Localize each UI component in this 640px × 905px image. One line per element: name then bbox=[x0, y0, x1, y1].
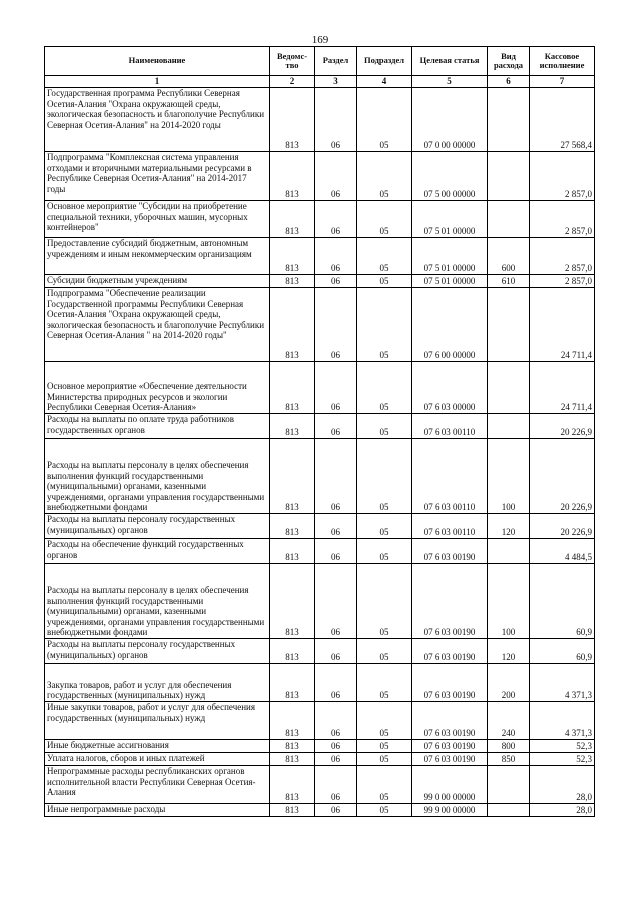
row-name: Субсидии бюджетным учреждениям bbox=[45, 275, 270, 288]
row-department: 813 bbox=[270, 152, 315, 201]
row-subsection: 05 bbox=[357, 362, 412, 414]
row-subsection: 05 bbox=[357, 88, 412, 152]
row-name: Предоставление субсидий бюджетным, автономным учреждениям и иным некоммерческим организациям bbox=[45, 238, 270, 275]
table-row bbox=[45, 201, 595, 238]
row-amount: 20 226,9 bbox=[530, 414, 595, 439]
row-name: Расходы на выплаты персоналу в целях обеспечения выполнения функций государственными (муниципальными) органами, казенными учреждениями, органами управления государственными внебюджетными фондами bbox=[45, 564, 270, 639]
row-name: Расходы на выплаты персоналу государственных (муниципальных) органов bbox=[45, 639, 270, 664]
row-section: 06 bbox=[315, 804, 357, 817]
row-department: 813 bbox=[270, 439, 315, 514]
column-number-row bbox=[45, 76, 595, 88]
row-expense-type: 120 bbox=[488, 639, 530, 664]
row-target-item: 07 6 03 00190 bbox=[412, 564, 488, 639]
row-name: Расходы на выплаты по оплате труда работников государственных органов bbox=[45, 414, 270, 439]
row-name: Расходы на обеспечение функций государственных органов bbox=[45, 539, 270, 564]
table-row bbox=[45, 288, 595, 362]
header-department: Ведомс-тво bbox=[270, 47, 315, 76]
row-subsection: 05 bbox=[357, 201, 412, 238]
row-target-item: 07 6 03 00110 bbox=[412, 414, 488, 439]
row-section: 06 bbox=[315, 288, 357, 362]
row-target-item: 07 6 00 00000 bbox=[412, 288, 488, 362]
header-name: Наименование bbox=[45, 47, 270, 76]
row-name: Иные бюджетные ассигнования bbox=[45, 740, 270, 753]
row-subsection: 05 bbox=[357, 539, 412, 564]
table-body bbox=[45, 88, 595, 817]
row-amount: 28,0 bbox=[530, 804, 595, 817]
header-row bbox=[45, 47, 595, 76]
row-expense-type: 240 bbox=[488, 702, 530, 740]
row-name: Иные непрограммные расходы bbox=[45, 804, 270, 817]
row-section: 06 bbox=[315, 740, 357, 753]
table-row bbox=[45, 804, 595, 817]
row-target-item: 07 0 00 00000 bbox=[412, 88, 488, 152]
row-department: 813 bbox=[270, 766, 315, 804]
row-expense-type bbox=[488, 201, 530, 238]
row-amount: 4 484,5 bbox=[530, 539, 595, 564]
row-subsection: 05 bbox=[357, 639, 412, 664]
row-target-item: 07 6 03 00000 bbox=[412, 362, 488, 414]
row-target-item: 99 9 00 00000 bbox=[412, 804, 488, 817]
row-expense-type: 100 bbox=[488, 564, 530, 639]
row-amount: 27 568,4 bbox=[530, 88, 595, 152]
row-amount: 2 857,0 bbox=[530, 201, 595, 238]
row-name: Иные закупки товаров, работ и услуг для обеспечения государственных (муниципальных) нужд bbox=[45, 702, 270, 740]
table-row bbox=[45, 514, 595, 539]
table-row bbox=[45, 238, 595, 275]
table-row bbox=[45, 740, 595, 753]
row-subsection: 05 bbox=[357, 702, 412, 740]
row-section: 06 bbox=[315, 152, 357, 201]
row-subsection: 05 bbox=[357, 514, 412, 539]
column-number: 5 bbox=[412, 76, 488, 88]
row-expense-type: 850 bbox=[488, 753, 530, 766]
row-amount: 52,3 bbox=[530, 740, 595, 753]
row-section: 06 bbox=[315, 514, 357, 539]
row-department: 813 bbox=[270, 201, 315, 238]
row-section: 06 bbox=[315, 564, 357, 639]
row-subsection: 05 bbox=[357, 152, 412, 201]
row-department: 813 bbox=[270, 514, 315, 539]
table-row bbox=[45, 362, 595, 414]
row-section: 06 bbox=[315, 201, 357, 238]
row-section: 06 bbox=[315, 88, 357, 152]
row-amount: 4 371,3 bbox=[530, 702, 595, 740]
row-expense-type: 100 bbox=[488, 439, 530, 514]
row-department: 813 bbox=[270, 702, 315, 740]
row-amount: 60,9 bbox=[530, 564, 595, 639]
row-expense-type bbox=[488, 539, 530, 564]
row-expense-type: 200 bbox=[488, 664, 530, 702]
row-amount: 60,9 bbox=[530, 639, 595, 664]
row-amount: 2 857,0 bbox=[530, 238, 595, 275]
row-name: Непрограммные расходы республиканских органов исполнительной власти Республики Северная Осетия-Алания bbox=[45, 766, 270, 804]
table-row bbox=[45, 639, 595, 664]
table-row bbox=[45, 88, 595, 152]
header-subsection: Подраздел bbox=[357, 47, 412, 76]
row-target-item: 07 6 03 00110 bbox=[412, 439, 488, 514]
column-number: 7 bbox=[530, 76, 595, 88]
header-section: Раздел bbox=[315, 47, 357, 76]
table-row bbox=[45, 702, 595, 740]
row-expense-type: 610 bbox=[488, 275, 530, 288]
table-row bbox=[45, 539, 595, 564]
column-number: 1 bbox=[45, 76, 270, 88]
row-department: 813 bbox=[270, 664, 315, 702]
row-section: 06 bbox=[315, 414, 357, 439]
row-target-item: 07 6 03 00190 bbox=[412, 740, 488, 753]
row-name: Расходы на выплаты персоналу государственных (муниципальных) органов bbox=[45, 514, 270, 539]
row-name: Государственная программа Республики Северная Осетия-Алания "Охрана окружающей среды, экологическая безопасность и благополучие Республики Северная Осетия-Алания" на 2014-2020 годы bbox=[45, 88, 270, 152]
row-department: 813 bbox=[270, 539, 315, 564]
row-expense-type: 120 bbox=[488, 514, 530, 539]
row-target-item: 07 6 03 00190 bbox=[412, 664, 488, 702]
header-cash-execution: Кассовое исполнение bbox=[530, 47, 595, 76]
row-section: 06 bbox=[315, 639, 357, 664]
row-department: 813 bbox=[270, 804, 315, 817]
row-section: 06 bbox=[315, 275, 357, 288]
row-section: 06 bbox=[315, 439, 357, 514]
row-name: Основное мероприятие «Обеспечение деятельности Министерства природных ресурсов и экологии Республики Северная Осетия-Алания» bbox=[45, 362, 270, 414]
column-number: 2 bbox=[270, 76, 315, 88]
row-subsection: 05 bbox=[357, 753, 412, 766]
row-subsection: 05 bbox=[357, 275, 412, 288]
row-amount: 20 226,9 bbox=[530, 514, 595, 539]
row-section: 06 bbox=[315, 753, 357, 766]
row-expense-type bbox=[488, 88, 530, 152]
row-section: 06 bbox=[315, 766, 357, 804]
row-amount: 2 857,0 bbox=[530, 152, 595, 201]
row-subsection: 05 bbox=[357, 564, 412, 639]
row-subsection: 05 bbox=[357, 439, 412, 514]
table-row bbox=[45, 564, 595, 639]
row-amount: 2 857,0 bbox=[530, 275, 595, 288]
column-number: 4 bbox=[357, 76, 412, 88]
table-row bbox=[45, 439, 595, 514]
header-target-item: Целевая статья bbox=[412, 47, 488, 76]
row-expense-type bbox=[488, 152, 530, 201]
table-row bbox=[45, 414, 595, 439]
table-row bbox=[45, 275, 595, 288]
row-target-item: 07 6 03 00110 bbox=[412, 514, 488, 539]
table-row bbox=[45, 152, 595, 201]
row-subsection: 05 bbox=[357, 238, 412, 275]
row-amount: 28,0 bbox=[530, 766, 595, 804]
row-amount: 52,3 bbox=[530, 753, 595, 766]
row-subsection: 05 bbox=[357, 664, 412, 702]
row-target-item: 07 6 03 00190 bbox=[412, 539, 488, 564]
row-name: Основное мероприятие "Субсидии на приобретение специальной техники, уборочных машин, мусорных контейнеров" bbox=[45, 201, 270, 238]
table-row bbox=[45, 753, 595, 766]
row-section: 06 bbox=[315, 664, 357, 702]
row-section: 06 bbox=[315, 539, 357, 564]
row-name: Расходы на выплаты персоналу в целях обеспечения выполнения функций государственными (муниципальными) органами, казенными учреждениями, органами управления государственными внебюджетными фондами bbox=[45, 439, 270, 514]
row-department: 813 bbox=[270, 414, 315, 439]
row-department: 813 bbox=[270, 753, 315, 766]
row-subsection: 05 bbox=[357, 766, 412, 804]
row-target-item: 07 6 03 00190 bbox=[412, 753, 488, 766]
row-target-item: 07 5 01 00000 bbox=[412, 238, 488, 275]
row-department: 813 bbox=[270, 238, 315, 275]
row-department: 813 bbox=[270, 564, 315, 639]
row-name: Подпрограмма "Обеспечение реализации Государственной программы Республики Северная Осетия-Алания "Охрана окружающей среды, экологическая безопасность и благополучие Республики Северная Осетия-Алания " на 2014-2020 годы" bbox=[45, 288, 270, 362]
row-name: Закупка товаров, работ и услуг для обеспечения государственных (муниципальных) нужд bbox=[45, 664, 270, 702]
row-name: Уплата налогов, сборов и иных платежей bbox=[45, 753, 270, 766]
row-section: 06 bbox=[315, 362, 357, 414]
row-department: 813 bbox=[270, 639, 315, 664]
row-target-item: 07 5 01 00000 bbox=[412, 275, 488, 288]
row-expense-type bbox=[488, 804, 530, 817]
row-subsection: 05 bbox=[357, 414, 412, 439]
row-department: 813 bbox=[270, 275, 315, 288]
row-department: 813 bbox=[270, 740, 315, 753]
row-target-item: 07 6 03 00190 bbox=[412, 639, 488, 664]
row-amount: 24 711,4 bbox=[530, 288, 595, 362]
row-section: 06 bbox=[315, 702, 357, 740]
header-expense-type: Вид расхода bbox=[488, 47, 530, 76]
row-subsection: 05 bbox=[357, 740, 412, 753]
row-department: 813 bbox=[270, 88, 315, 152]
row-department: 813 bbox=[270, 288, 315, 362]
column-number: 6 bbox=[488, 76, 530, 88]
row-amount: 24 711,4 bbox=[530, 362, 595, 414]
budget-table bbox=[44, 46, 595, 817]
row-expense-type: 800 bbox=[488, 740, 530, 753]
row-target-item: 07 5 01 00000 bbox=[412, 201, 488, 238]
row-amount: 4 371,3 bbox=[530, 664, 595, 702]
row-expense-type bbox=[488, 414, 530, 439]
row-subsection: 05 bbox=[357, 288, 412, 362]
row-target-item: 99 0 00 00000 bbox=[412, 766, 488, 804]
row-name: Подпрограмма "Комплексная система управления отходами и вторичными материальными ресурсами в Республике Северная Осетия-Алания" на 2014-2017 годы bbox=[45, 152, 270, 201]
row-section: 06 bbox=[315, 238, 357, 275]
table-row bbox=[45, 664, 595, 702]
row-expense-type: 600 bbox=[488, 238, 530, 275]
table-row bbox=[45, 766, 595, 804]
row-expense-type bbox=[488, 288, 530, 362]
row-expense-type bbox=[488, 766, 530, 804]
column-number: 3 bbox=[315, 76, 357, 88]
row-amount: 20 226,9 bbox=[530, 439, 595, 514]
row-target-item: 07 6 03 00190 bbox=[412, 702, 488, 740]
row-department: 813 bbox=[270, 362, 315, 414]
row-expense-type bbox=[488, 362, 530, 414]
row-subsection: 05 bbox=[357, 804, 412, 817]
page-number: 169 bbox=[311, 34, 329, 46]
row-target-item: 07 5 00 00000 bbox=[412, 152, 488, 201]
